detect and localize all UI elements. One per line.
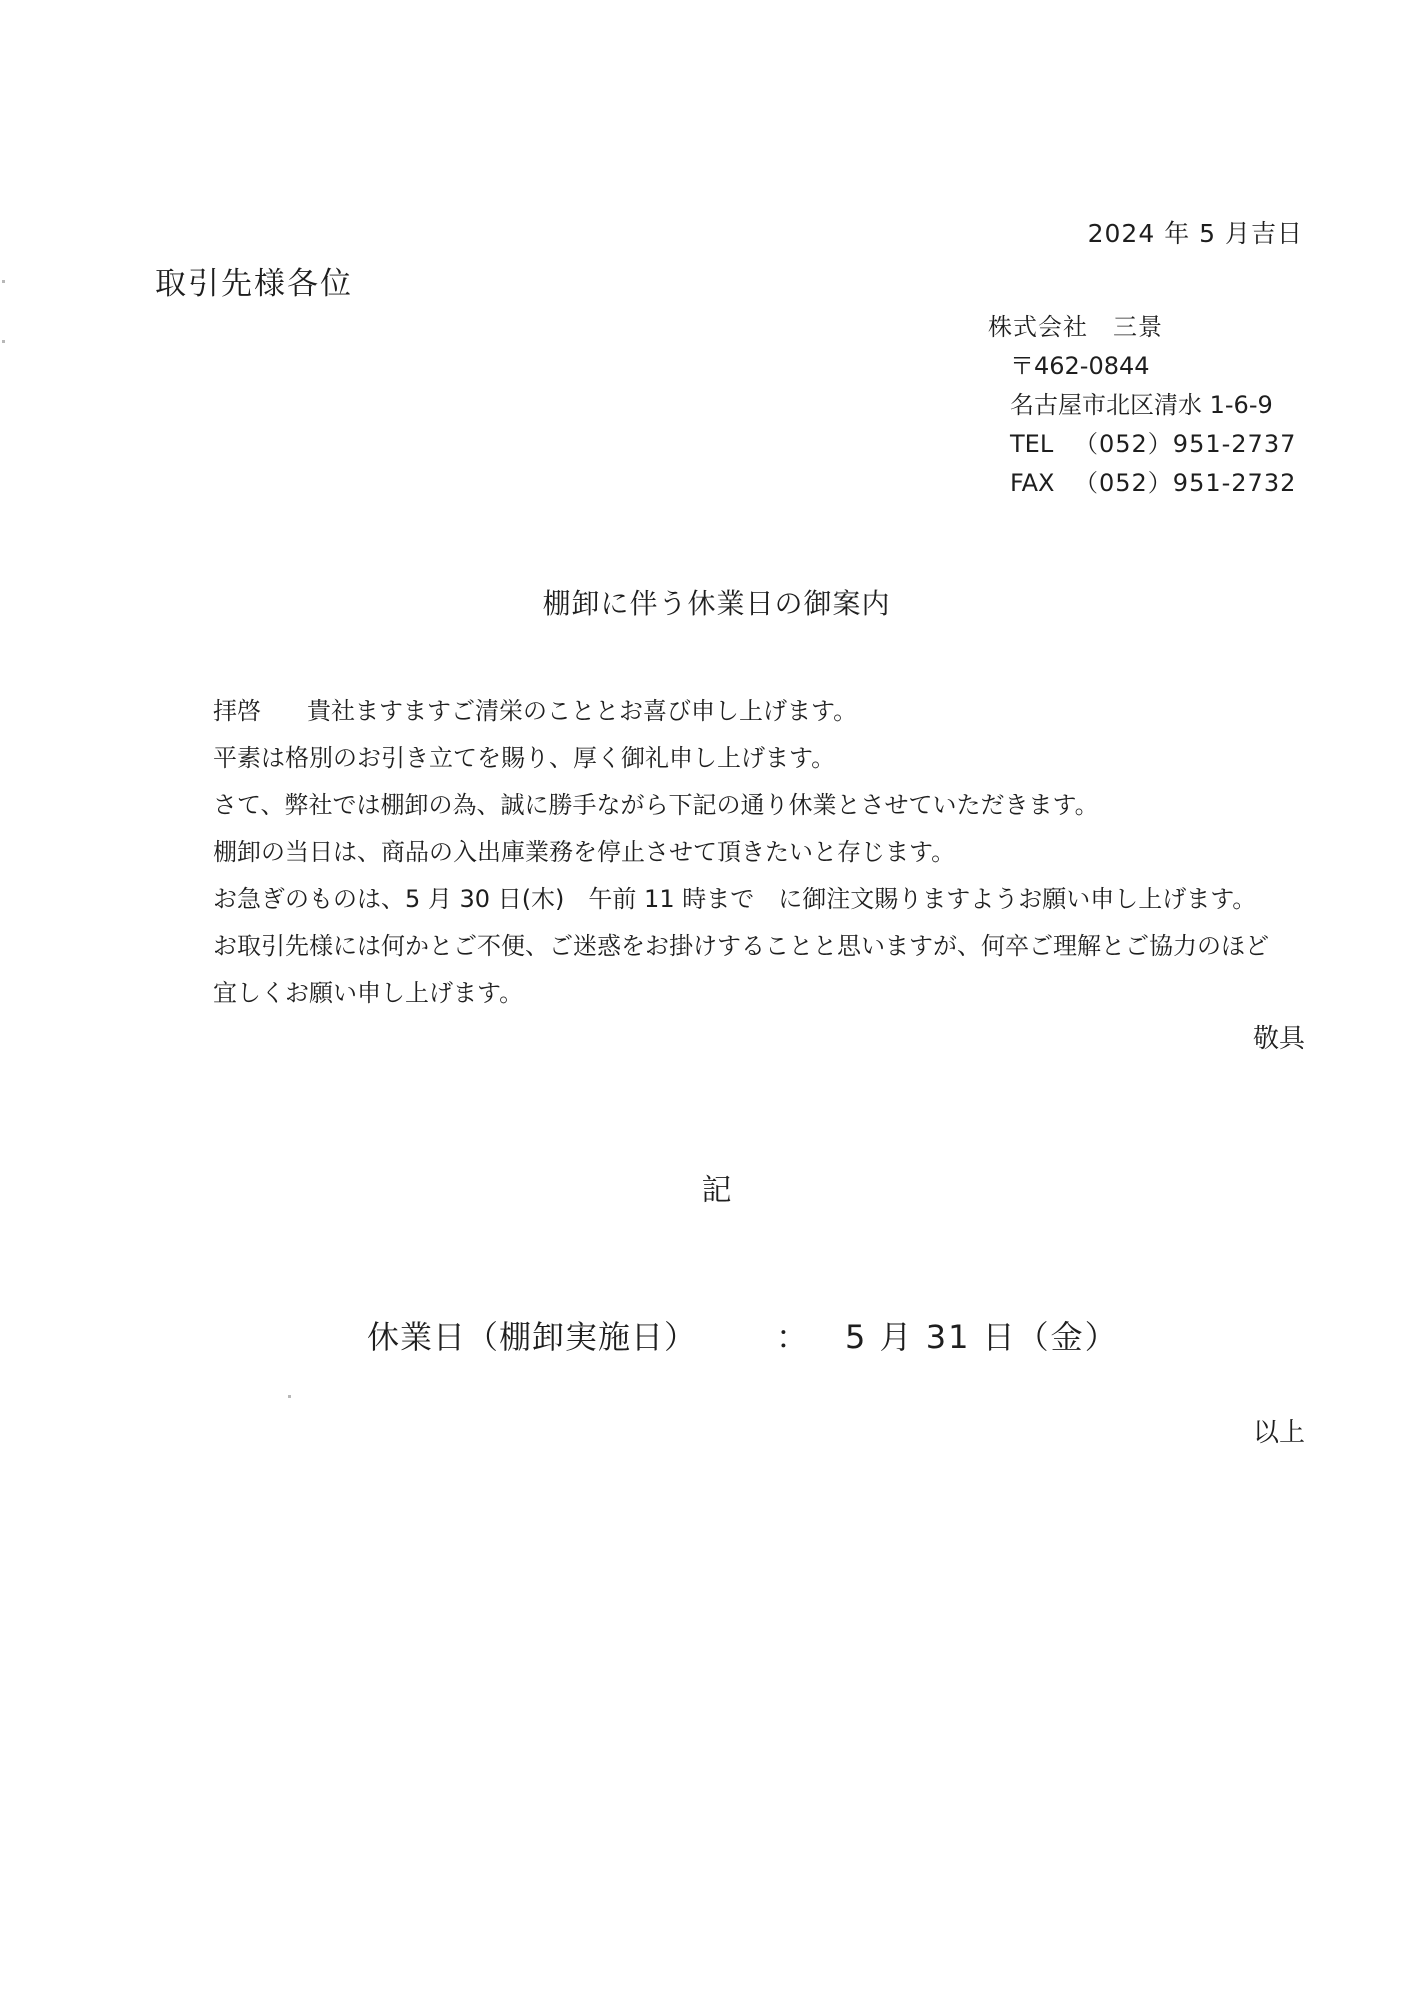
body-line: お取引先様には何かとご不便、ご迷惑をお掛けすることと思いますが、何卒ご理解とご協力のほど [213,932,1269,960]
sender-fax [1010,464,1296,503]
sender-tel [1010,425,1296,464]
holiday-label: 休業日（棚卸実施日） [367,1318,698,1356]
body-line: お急ぎのものは、5 月 30 日(木) 午前 11 時まで に御注文賜りますようお願い申し上げます。 [213,885,1257,913]
ki-heading: 記 [701,1173,732,1208]
document-title: 棚卸に伴う休業日の御案内 [542,587,891,620]
tel-number: （052）951-2737 [1074,430,1297,458]
sender-postal: 〒462-0844 [1010,352,1150,380]
sender-address: 名古屋市北区清水 1-6-9 [1010,391,1273,419]
body-text [213,688,1269,1017]
tel-label: TEL [1010,430,1054,458]
greeting: 貴社ますますご清栄のこととお喜び申し上げます。 [307,697,858,725]
holiday-separator: ： [776,1318,809,1356]
fax-label: FAX [1010,469,1055,497]
sender-company: 株式会社 三景 [988,313,1163,341]
document-date: 2024 年 5 月吉日 [1087,219,1303,248]
sender-block [988,308,1296,503]
recipient: 取引先様各位 [155,266,353,302]
scan-speck [288,1395,291,1398]
greeting-line [213,688,1269,735]
scan-speck [2,340,5,343]
body-line: 平素は格別のお引き立てを賜り、厚く御礼申し上げます。 [213,744,836,772]
body-line: 宜しくお願い申し上げます。 [213,979,524,1007]
closing: 敬具 [1252,1024,1305,1054]
body-line: さて、弊社では棚卸の為、誠に勝手ながら下記の通り休業とさせていただきます。 [213,791,1099,819]
fax-number: （052）951-2732 [1074,469,1297,497]
end-mark: 以上 [1252,1418,1305,1448]
body-line: 棚卸の当日は、商品の入出庫業務を停止させて頂きたいと存じます。 [213,838,956,866]
holiday-date: 5 月 31 日（金） [845,1318,1119,1356]
greeting-head: 拝啓 [213,697,261,725]
scan-speck [2,280,5,283]
